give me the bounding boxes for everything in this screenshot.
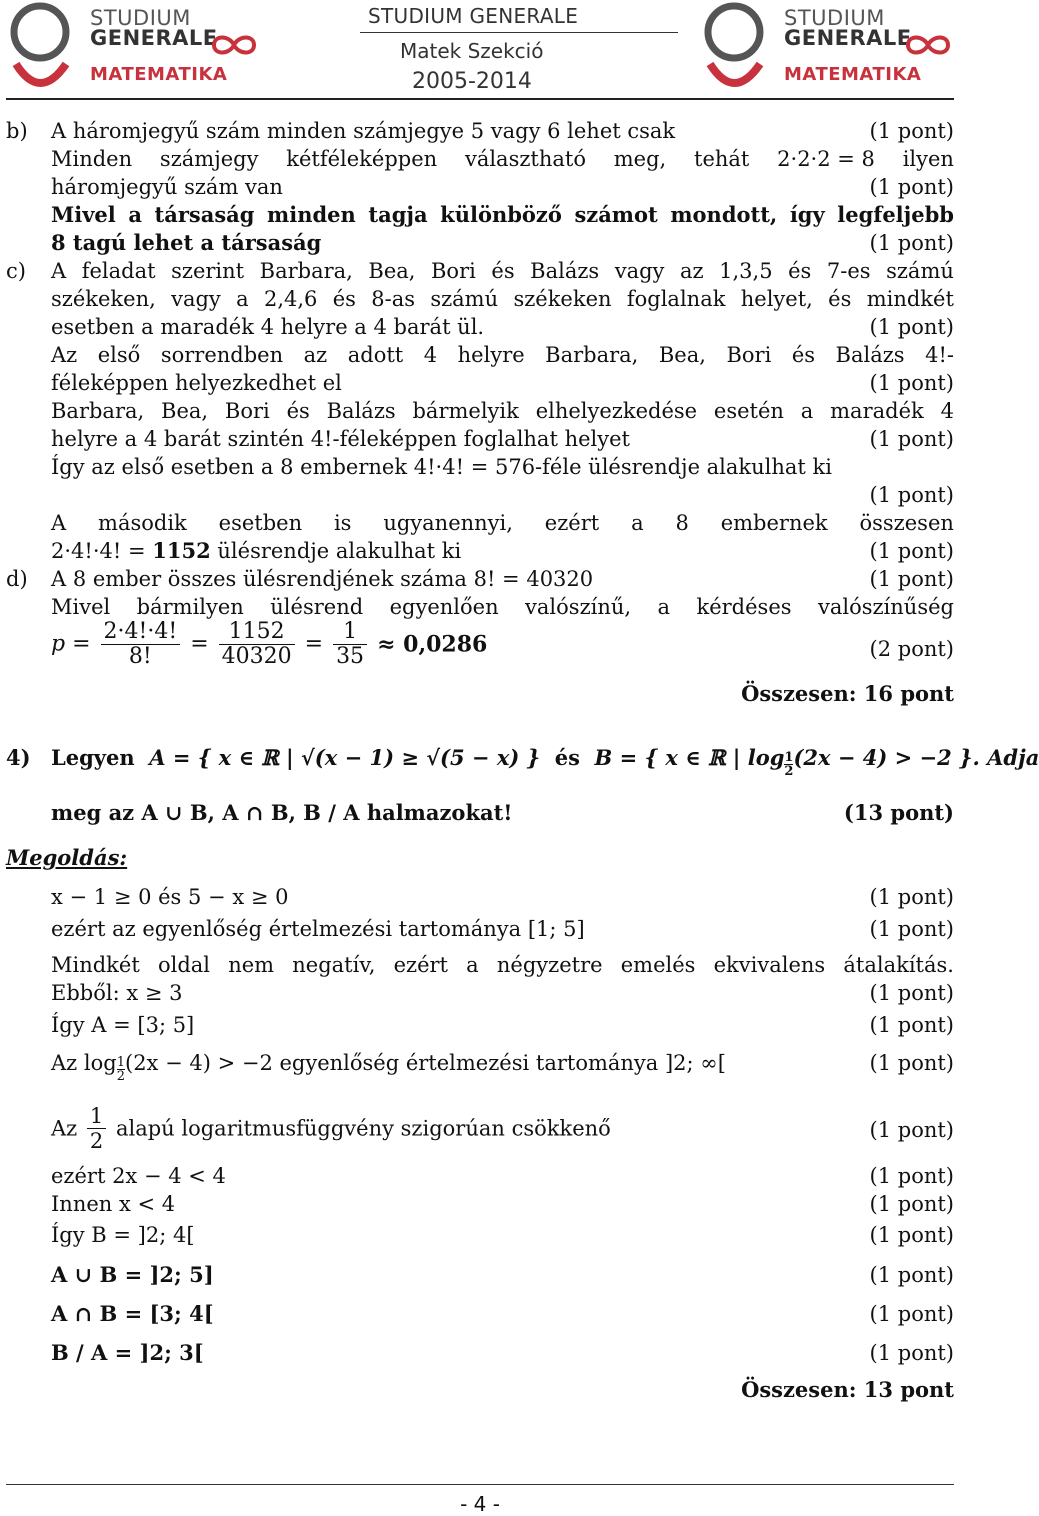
word: Barbara,	[51, 399, 145, 423]
logo-left	[4, 2, 264, 98]
part-label-c: c)	[6, 259, 26, 283]
header-center	[360, 4, 680, 94]
word: székeken,	[51, 287, 156, 311]
word: 7-es	[826, 259, 871, 283]
fraction-half	[87, 1104, 106, 1153]
word: valószínűség	[817, 595, 954, 619]
word: számjegy	[159, 147, 259, 171]
infinity-icon	[898, 30, 958, 60]
word: 8	[675, 511, 689, 535]
word: a	[236, 287, 249, 311]
word: 8-as	[371, 287, 415, 311]
q4-es: és	[554, 745, 580, 770]
word: nem	[228, 953, 275, 977]
word: embernek	[720, 511, 828, 535]
fraction-1	[101, 620, 181, 669]
sol-line-10: Így B = ]2; 4[	[51, 1223, 195, 1247]
line-c4	[51, 342, 954, 368]
points-s8: (1 pont)	[869, 1164, 954, 1188]
frac3-num: 1	[333, 620, 367, 645]
text-ulesrend: ülésrendje alakulhat ki	[210, 539, 462, 563]
word: Minden	[51, 147, 133, 171]
word: 2·2·2 = 8	[777, 147, 875, 171]
logo-text-studium: STUDIUM	[90, 6, 191, 30]
word: bármilyen	[136, 595, 244, 619]
word: Bori	[726, 343, 772, 367]
word: a	[128, 202, 142, 227]
word: esetén	[713, 399, 784, 423]
sol-union: A ∪ B = ]2; 5]	[51, 1262, 214, 1287]
logo-right	[698, 2, 958, 98]
word: és	[828, 287, 852, 311]
word: tagja	[368, 202, 428, 227]
logo-text-generale: GENERALE	[90, 26, 218, 50]
word: emelés	[620, 953, 696, 977]
line-c8: Így az első esetben a 8 embernek 4!·4! = 576-féle ülésrendje alakulhat ki	[51, 455, 832, 479]
approx-result: ≈ 0,0286	[377, 631, 488, 658]
line-b5: 8 tagú lehet a társaság	[51, 230, 322, 255]
points-s10: (1 pont)	[869, 1223, 954, 1247]
word: legfeljebb	[837, 202, 954, 227]
points-s1: (1 pont)	[869, 885, 954, 909]
header-title: STUDIUM GENERALE	[368, 4, 579, 28]
studium-logo-mark-icon	[698, 2, 774, 98]
frac1-num: 2·4!·4!	[101, 620, 181, 645]
word: ugyanennyi,	[383, 511, 513, 535]
points-s5: (1 pont)	[869, 1013, 954, 1037]
points-s11: (1 pont)	[869, 1263, 954, 1287]
word: és	[332, 287, 356, 311]
sol-line-3	[51, 952, 954, 978]
word: Balázs	[530, 259, 600, 283]
part-label-b: b)	[6, 119, 28, 143]
set-A-definition: A = { x ∈ ℝ | √(x − 1) ≥ √(5 − x) }	[149, 745, 541, 770]
word: szerint	[171, 259, 245, 283]
line-c9	[51, 510, 954, 536]
word: átalakítás.	[843, 953, 954, 977]
logo-text-generale: GENERALE	[784, 26, 912, 50]
word: feladat	[81, 259, 156, 283]
word: tehát	[694, 147, 750, 171]
part-label-d: d)	[6, 567, 28, 591]
frac1-den: 8!	[128, 644, 152, 669]
line-d2	[51, 594, 954, 620]
line-d1: A 8 ember összes ülésrendjének száma 8! = 40320	[51, 567, 594, 591]
half-num: 1	[87, 1104, 106, 1129]
frac2-den: 40320	[221, 644, 292, 669]
points-d3: (2 pont)	[869, 637, 954, 661]
word: A	[51, 259, 67, 283]
value-1152: 1152	[152, 538, 211, 563]
s6-post: (2x − 4) > −2 egyenlőség értelmezési tartománya ]2; ∞[	[125, 1051, 726, 1075]
s7-post: alapú logaritmusfüggvény szigorúan csökkenő	[115, 1116, 611, 1141]
word: meg,	[613, 147, 667, 171]
word: foglalnak	[626, 287, 726, 311]
base-den: 2	[784, 764, 794, 779]
prob-formula: p = $\frac{2\cdot 4!\cdot 4!}{8!}$ = $\frac{1152}{40320}$ = $\frac{1}{35}$ ≈ 0,0286	[51, 619, 488, 669]
page-header	[0, 0, 960, 100]
word: mondott,	[670, 202, 778, 227]
sol-line-5: Így A = [3; 5]	[51, 1013, 195, 1037]
word: Bori	[431, 259, 476, 283]
line-c3: esetben a maradék 4 helyre a 4 barát ül.	[51, 315, 485, 339]
line-b2	[51, 146, 954, 172]
points-d1: (1 pont)	[869, 567, 954, 591]
studium-logo-mark-icon	[4, 2, 80, 98]
word: Barbara,	[545, 343, 639, 367]
total-13: Összesen: 13 pont	[741, 1377, 954, 1402]
base-num: 1	[784, 750, 794, 765]
sol-line-2: ezért az egyenlőség értelmezési tartománya [1; 5]	[51, 917, 585, 941]
problem-4-statement	[51, 745, 1039, 778]
word: 4	[940, 399, 954, 423]
word: 2,4,6	[263, 287, 318, 311]
set-B-pre: B = { x ∈ ℝ | log	[594, 745, 785, 770]
points-c8: (1 pont)	[869, 483, 954, 507]
line-c2	[51, 286, 954, 312]
points-c7: (1 pont)	[869, 427, 954, 451]
p-equals: p =	[51, 631, 91, 657]
frac3-den: 35	[336, 644, 365, 669]
word: különböző	[440, 202, 562, 227]
sol-line-1: x − 1 ≥ 0 és 5 − x ≥ 0	[51, 885, 289, 909]
word: is	[333, 511, 352, 535]
log-base-half	[117, 1056, 125, 1083]
word: számú	[886, 259, 954, 283]
word: A	[51, 511, 67, 535]
word: Mivel	[51, 202, 116, 227]
page-number: - 4 -	[460, 1492, 500, 1516]
word: Mindkét	[51, 953, 140, 977]
word: számot	[574, 202, 658, 227]
solution-heading: Megoldás:	[6, 845, 128, 870]
word: ilyen	[902, 147, 954, 171]
word: kérdéses	[696, 595, 792, 619]
word: sorrendben	[160, 343, 284, 367]
word: adott	[347, 343, 404, 367]
total-16: Összesen: 16 pont	[741, 681, 954, 706]
word: az	[303, 343, 328, 367]
sol-line-7	[51, 1104, 611, 1153]
header-rule	[6, 98, 954, 100]
word: maradék	[830, 399, 924, 423]
s6-pre: Az log	[51, 1051, 117, 1075]
set-B-post: (2x − 4) > −2 }. Adja	[793, 745, 1039, 770]
word: Az	[51, 343, 78, 367]
points-b3: (1 pont)	[869, 175, 954, 199]
points-b1: (1 pont)	[869, 119, 954, 143]
word: az	[679, 259, 704, 283]
line-c1	[51, 258, 954, 284]
line-c7: helyre a 4 barát szintén 4!-féleképpen foglalhat helyet	[51, 427, 630, 451]
header-subtitle: Matek Szekció	[400, 39, 544, 63]
word: így	[789, 202, 825, 227]
expr-2-4-4: 2·4!·4! =	[51, 539, 153, 563]
points-s4: (1 pont)	[869, 981, 954, 1005]
half-den: 2	[89, 1129, 104, 1153]
points-s12: (1 pont)	[869, 1302, 954, 1326]
word: mindkét	[866, 287, 954, 311]
word: minden	[267, 202, 356, 227]
word: Balázs	[326, 399, 396, 423]
problem-4-number: 4)	[6, 745, 31, 770]
sol-line-4: Ebből: x ≥ 3	[51, 981, 183, 1005]
header-divider	[360, 32, 678, 33]
word: helyet,	[740, 287, 813, 311]
word: Bori	[224, 399, 270, 423]
points-s2: (1 pont)	[869, 917, 954, 941]
word: első	[97, 343, 141, 367]
line-b3: háromjegyű szám van	[51, 175, 283, 199]
points-c3: (1 pont)	[869, 315, 954, 339]
word: számú	[430, 287, 499, 311]
footer-rule	[6, 1484, 954, 1485]
line-c5: féleképpen helyezkedhet el	[51, 371, 342, 395]
word: elhelyezkedése	[535, 399, 698, 423]
infinity-icon	[204, 30, 264, 60]
q4-legyen: Legyen	[51, 745, 135, 770]
base-den: 2	[116, 1069, 125, 1084]
sol-line-9: Innen x < 4	[51, 1192, 176, 1216]
logo-text-studium: STUDIUM	[784, 6, 885, 30]
word: 4!-	[925, 343, 954, 367]
word: helyre	[457, 343, 525, 367]
word: negatív,	[292, 953, 376, 977]
points-s13: (1 pont)	[869, 1341, 954, 1365]
word: ekvivalens	[713, 953, 826, 977]
word: ezért	[393, 953, 448, 977]
fraction-2	[219, 620, 295, 669]
word: összesen	[859, 511, 954, 535]
points-b5: (1 pont)	[869, 231, 954, 255]
line-b4	[51, 202, 954, 228]
line-c6	[51, 398, 954, 424]
word: bármelyik	[412, 399, 519, 423]
points-s9: (1 pont)	[869, 1192, 954, 1216]
points-s7: (1 pont)	[869, 1118, 954, 1142]
sol-line-8: ezért 2x − 4 < 4	[51, 1164, 226, 1188]
word: esetben	[218, 511, 303, 535]
word: a	[466, 953, 479, 977]
line-b1: A háromjegyű szám minden számjegye 5 vagy 6 lehet csak	[51, 119, 676, 143]
word: 4	[423, 343, 438, 367]
points-s6: (1 pont)	[869, 1051, 954, 1075]
s7-pre: Az	[51, 1116, 78, 1141]
line-c10	[51, 538, 461, 564]
word: a	[631, 511, 644, 535]
word: egyenlően	[389, 595, 499, 619]
word: vagy	[614, 259, 665, 283]
word: 1,3,5	[719, 259, 773, 283]
word: Bea,	[658, 343, 706, 367]
word: Bea,	[161, 399, 209, 423]
word: székeken	[513, 287, 612, 311]
word: és	[491, 259, 515, 283]
word: Mivel	[51, 595, 111, 619]
word: valószínű,	[525, 595, 632, 619]
word: és	[788, 259, 812, 283]
word: társaság	[154, 202, 255, 227]
word: Barbara,	[259, 259, 353, 283]
problem-4-task: meg az A ∪ B, A ∩ B, B / A halmazokat!	[51, 800, 513, 825]
word: a	[800, 399, 814, 423]
word: Bea,	[368, 259, 416, 283]
sol-intersection: A ∩ B = [3; 4[	[51, 1301, 214, 1326]
word: és	[286, 399, 310, 423]
points-c5: (1 pont)	[869, 371, 954, 395]
word: kétféleképpen	[286, 147, 438, 171]
sol-line-6	[51, 1050, 726, 1083]
word: és	[791, 343, 816, 367]
word: oldal	[157, 953, 211, 977]
word: Balázs	[835, 343, 905, 367]
word: választható	[464, 147, 586, 171]
word: ezért	[544, 511, 600, 535]
logo-text-matematika: MATEMATIKA	[90, 64, 228, 85]
word: második	[98, 511, 187, 535]
points-c10: (1 pont)	[869, 539, 954, 563]
problem-4-points: (13 pont)	[843, 800, 954, 825]
fraction-3	[333, 620, 367, 669]
word: vagy	[171, 287, 221, 311]
logo-text-matematika: MATEMATIKA	[784, 64, 922, 85]
sol-difference: B / A = ]2; 3[	[51, 1340, 204, 1365]
base-num: 1	[116, 1055, 125, 1070]
word: négyzetre	[496, 953, 603, 977]
frac2-num: 1152	[219, 620, 295, 645]
header-years: 2005-2014	[412, 69, 532, 94]
word: a	[657, 595, 671, 619]
word: ülésrend	[270, 595, 364, 619]
